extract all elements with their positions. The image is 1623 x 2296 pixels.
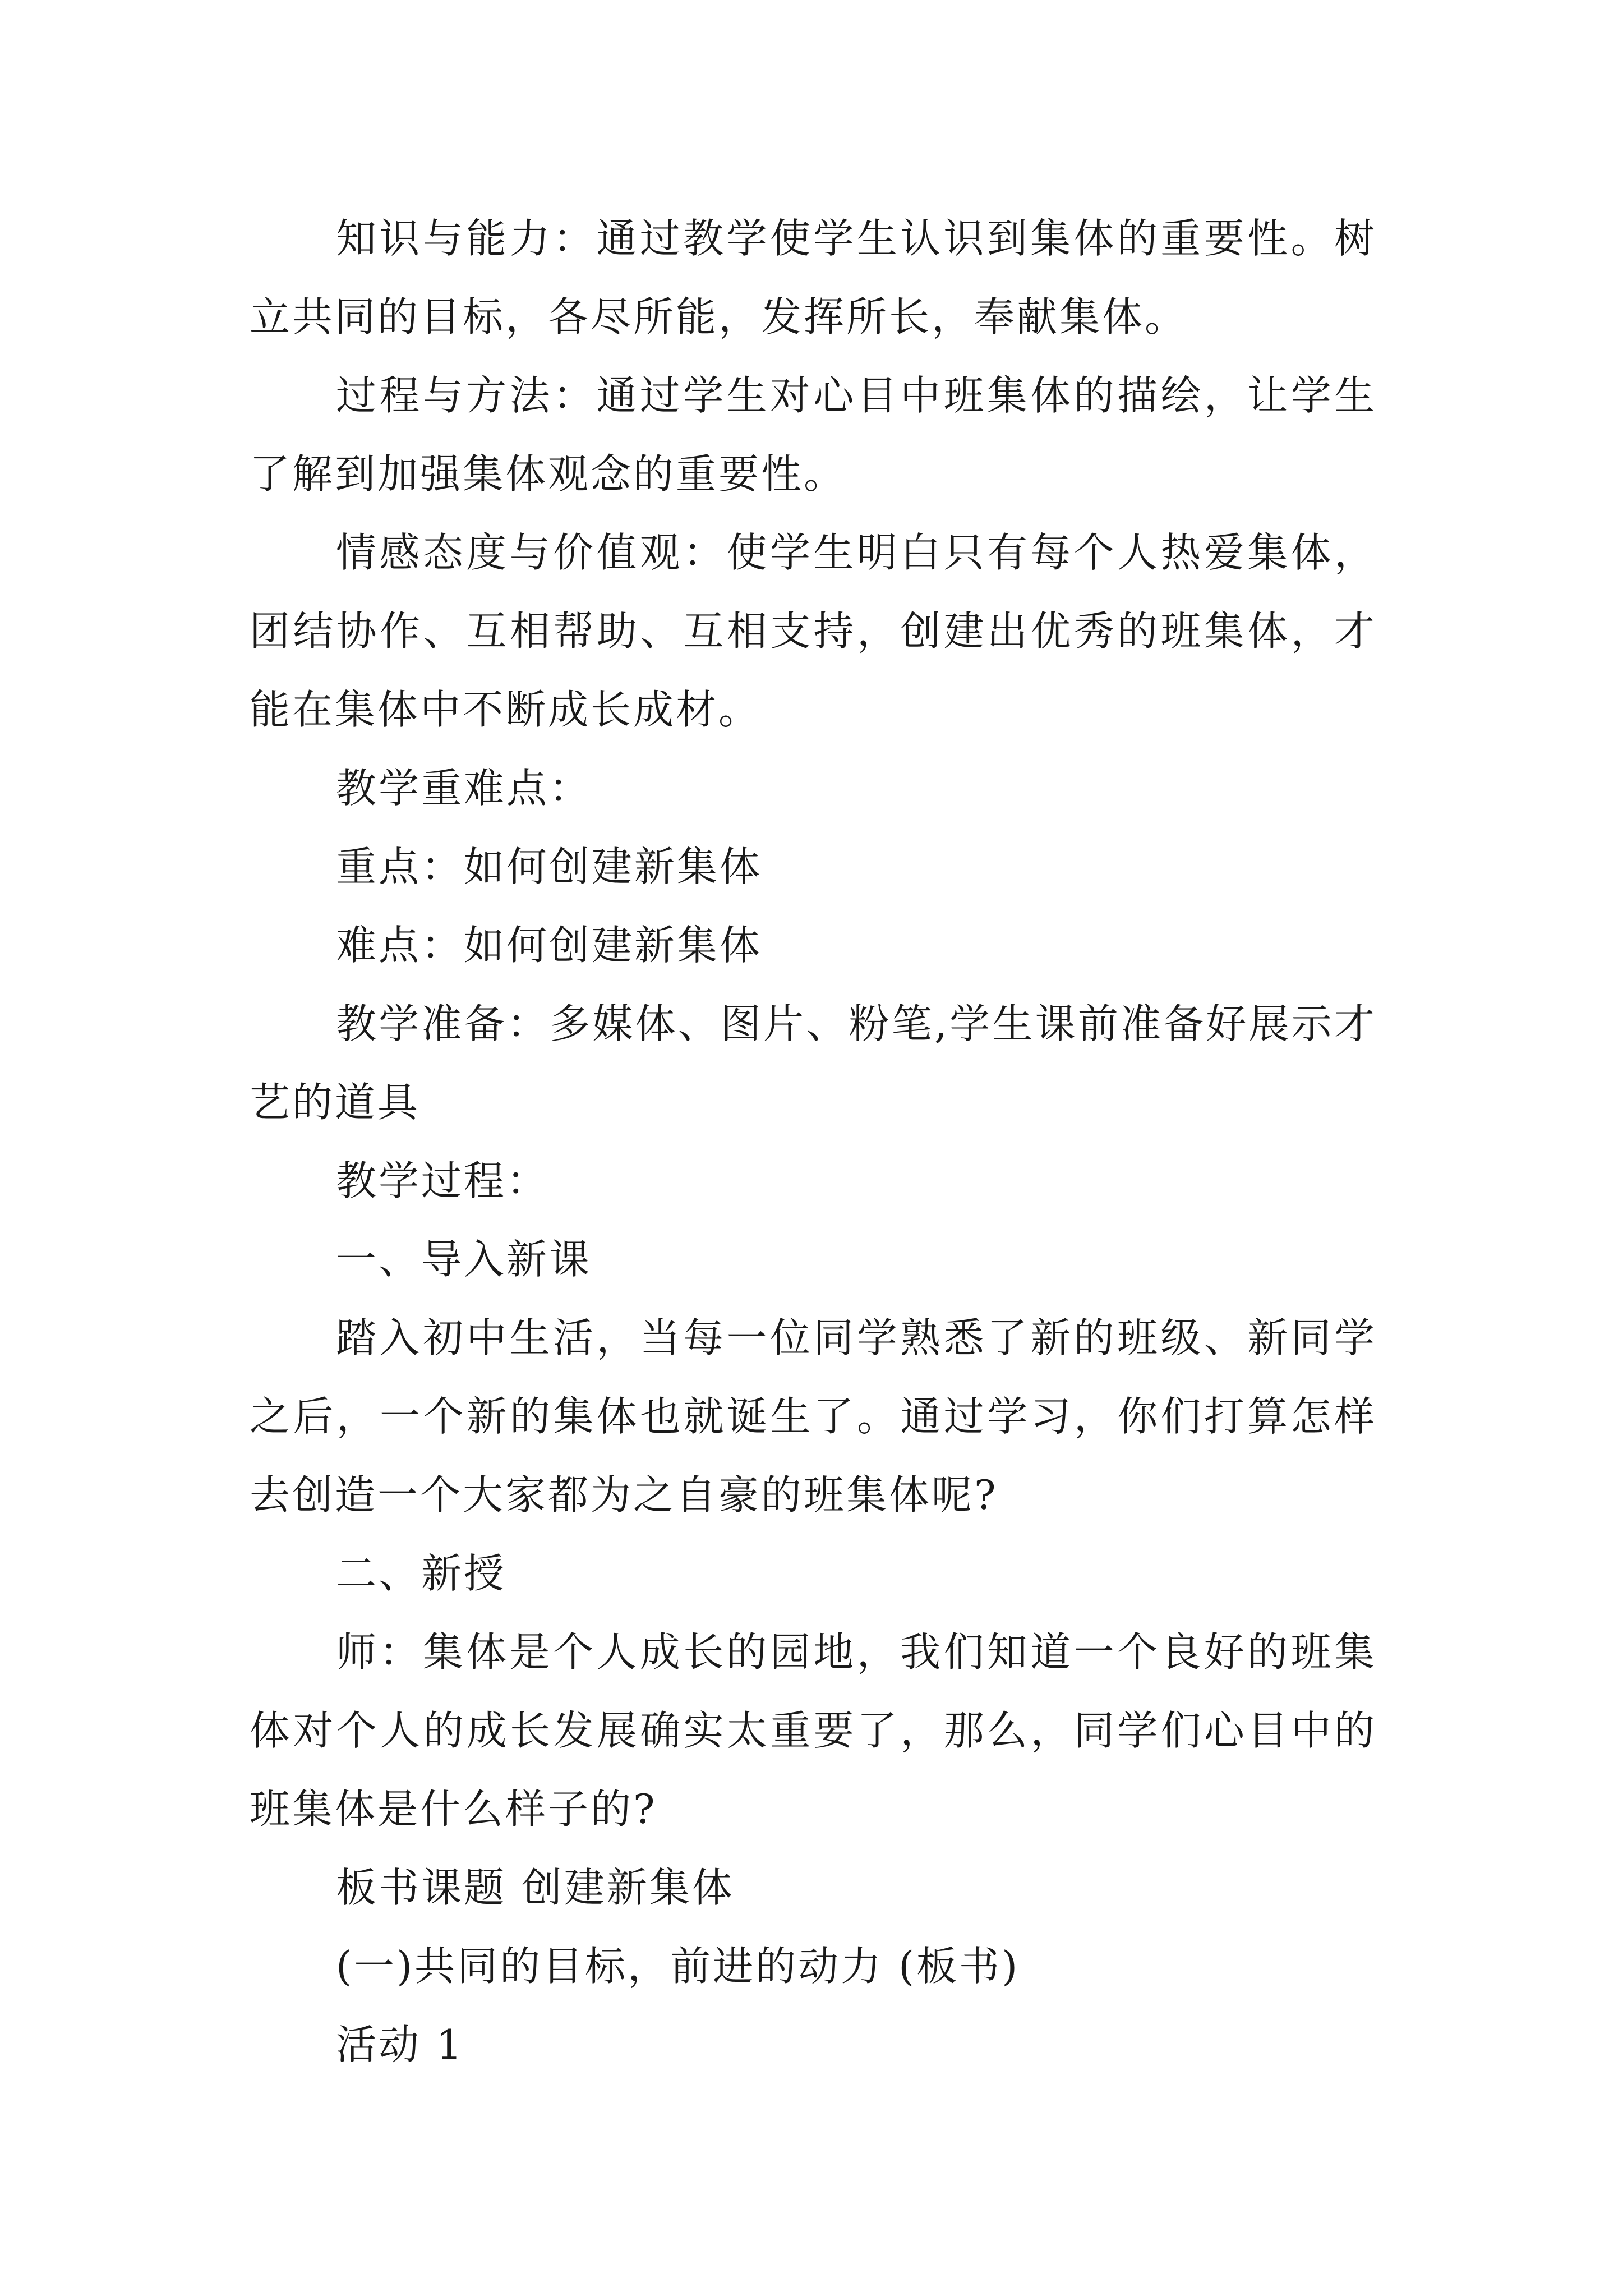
- paragraph-teaching-process-heading: 教学过程：: [336, 1157, 550, 1204]
- paragraph-key-difficulties-heading: 教学重难点：: [336, 765, 592, 812]
- paragraph-teaching-preparation: 教学准备：多媒体、图片、粉笔,学生课前准备好展示才艺的道具: [250, 1000, 1377, 1126]
- paragraph-key-point: 重点：如何创建新集体: [336, 843, 763, 890]
- section-heading-introduction: 一、导入新课: [336, 1236, 592, 1283]
- paragraph-board-title: 板书课题 创建新集体: [336, 1864, 735, 1911]
- paragraph-introduction: 踏入初中生活，当每一位同学熟悉了新的班级、新同学之后，一个新的集体也就诞生了。通过学习，你们打算怎样去创造一个大家都为之自豪的班集体呢?: [250, 1314, 1377, 1519]
- paragraph-activity-1: 活动 1: [336, 2021, 464, 2068]
- paragraph-difficult-point: 难点：如何创建新集体: [336, 922, 763, 969]
- paragraph-process-method: 过程与方法：通过学生对心目中班集体的描绘，让学生了解到加强集体观念的重要性。: [250, 372, 1377, 498]
- document-body: [250, 199, 1377, 2084]
- section-heading-new-lesson: 二、新授: [336, 1550, 507, 1597]
- paragraph-knowledge-ability: 知识与能力：通过教学使学生认识到集体的重要性。树立共同的目标，各尽所能，发挥所长，奉献集体。: [250, 215, 1377, 341]
- paragraph-teacher-question: 师：集体是个人成长的园地，我们知道一个良好的班集体对个人的成长发展确实太重要了，那么，同学们心目中的班集体是什么样子的?: [250, 1628, 1377, 1833]
- paragraph-emotion-values: 情感态度与价值观：使学生明白只有每个人热爱集体，团结协作、互相帮助、互相支持，创建出优秀的班集体，才能在集体中不断成长成材。: [250, 529, 1377, 733]
- paragraph-common-goal: (一)共同的目标，前进的动力 (板书): [336, 1943, 1020, 1990]
